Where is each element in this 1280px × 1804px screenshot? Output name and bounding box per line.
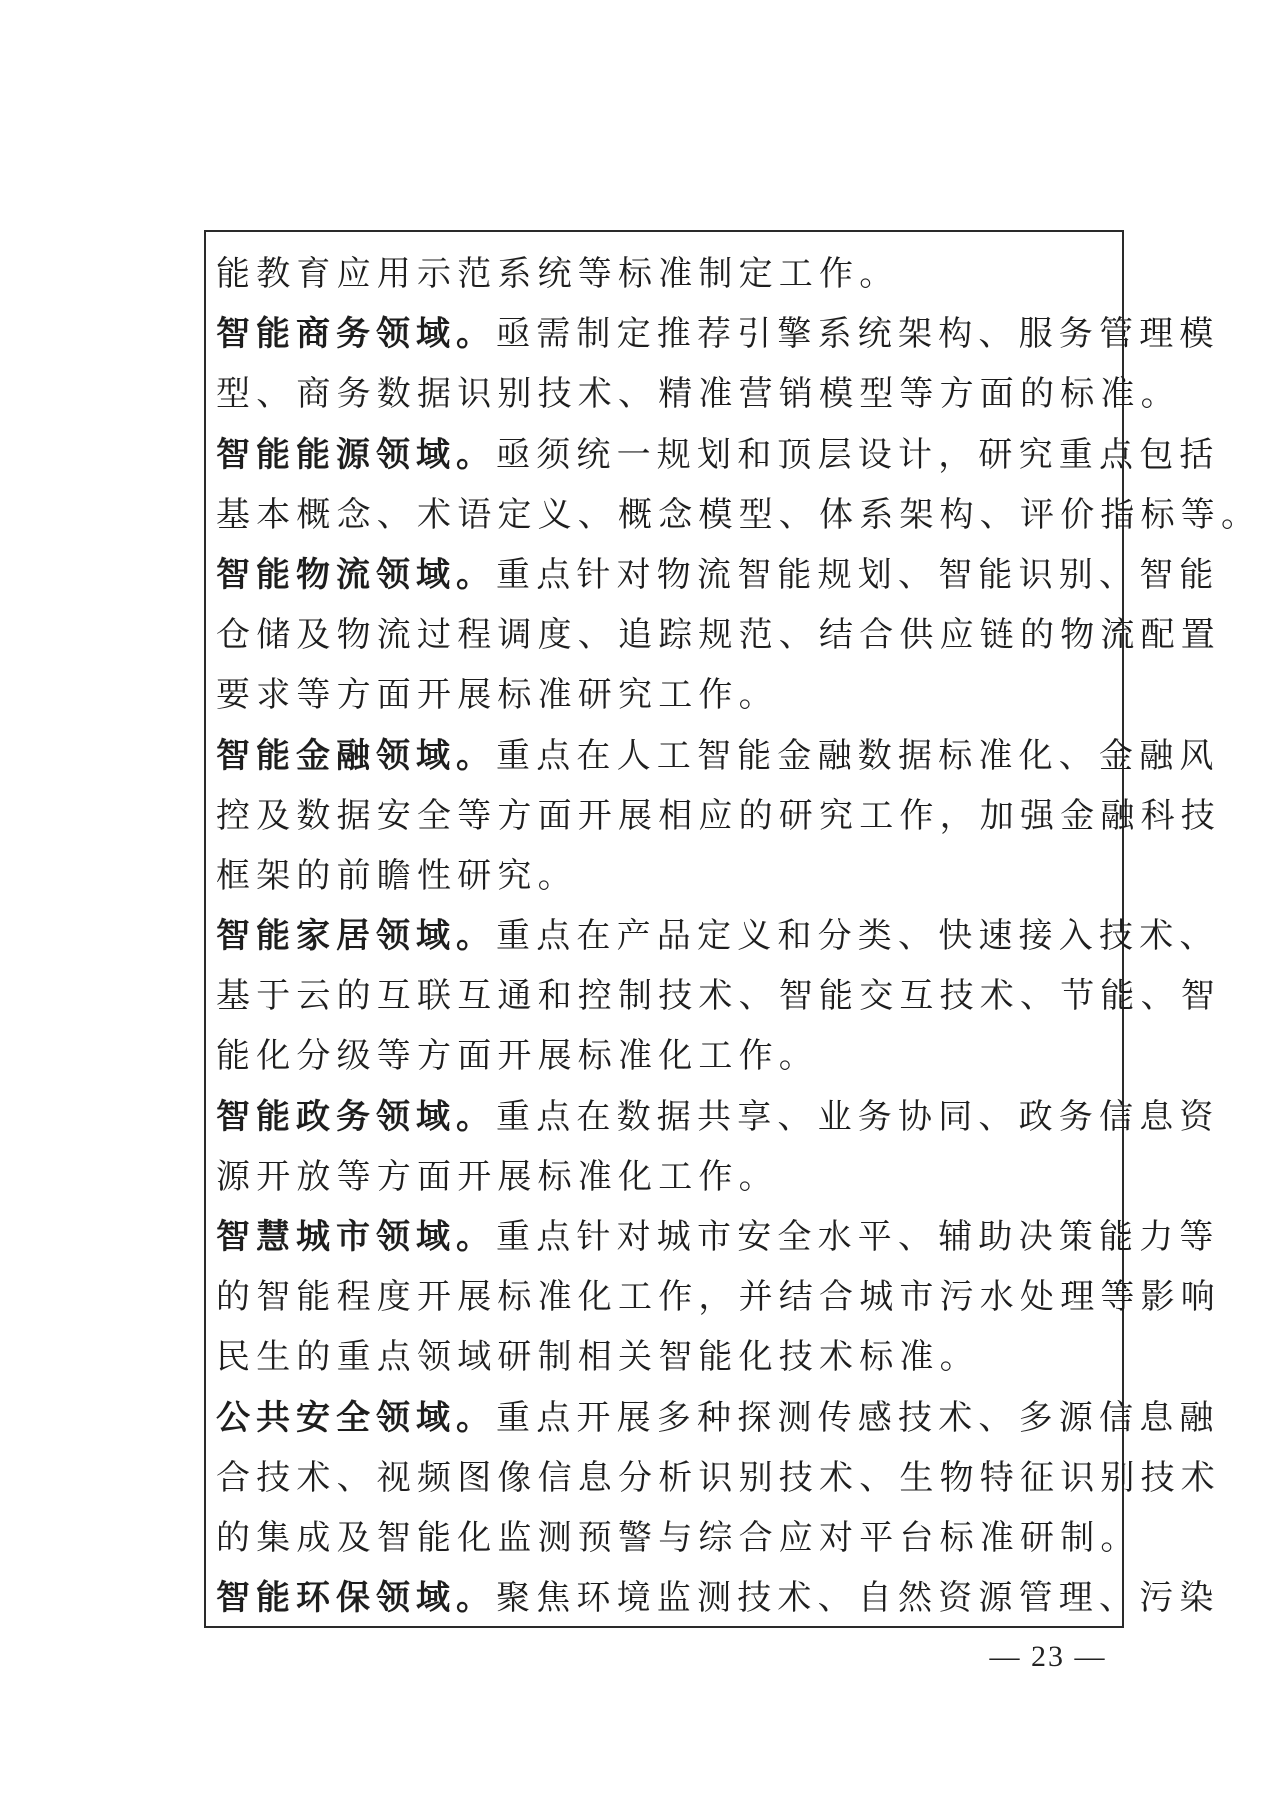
body-text: 基本概念、术语定义、概念模型、体系架构、评价指标等。 xyxy=(216,494,1262,535)
paragraph-line xyxy=(216,1267,1221,1327)
section-education-continued xyxy=(216,244,1108,304)
body-text: 能化分级等方面开展标准化工作。 xyxy=(216,1036,819,1077)
paragraph-line xyxy=(216,1087,1220,1147)
section-smart-home xyxy=(216,906,1221,1087)
body-text: 重点在人工智能金融数据标准化、金融风 xyxy=(496,735,1220,776)
paragraph-line xyxy=(216,1026,1108,1086)
body-text: 重点在产品定义和分类、快速接入技术、 xyxy=(496,916,1220,957)
paragraph-line xyxy=(216,906,1220,966)
section-heading: 智能商务领域。 xyxy=(216,314,496,355)
section-heading: 智慧城市领域。 xyxy=(216,1217,496,1257)
body-text: 的集成及智能化监测预警与综合应对平台标准研制。 xyxy=(216,1517,1141,1558)
body-text: 重点针对物流智能规划、智能识别、智能 xyxy=(496,554,1220,595)
paragraph-line xyxy=(216,1327,1108,1387)
body-text: 基于云的互联互通和控制技术、智能交互技术、节能、智 xyxy=(216,976,1221,1017)
paragraph-line xyxy=(216,1448,1221,1508)
section-heading: 智能环保领域。 xyxy=(216,1578,496,1619)
page-number: — 23 — xyxy=(989,1640,1107,1673)
section-heading: 智能能源领域。 xyxy=(216,434,496,475)
paragraph-line xyxy=(216,1207,1220,1267)
section-heading: 智能物流领域。 xyxy=(216,554,496,595)
body-text: 亟须统一规划和顶层设计，研究重点包括 xyxy=(496,434,1220,475)
section-heading: 智能家居领域。 xyxy=(216,916,496,957)
paragraph-line xyxy=(216,605,1221,665)
body-text: 能教育应用示范系统等标准制定工作。 xyxy=(216,254,900,294)
paragraph-line xyxy=(216,485,1262,545)
paragraph-line xyxy=(216,244,1108,304)
body-text: 重点开展多种探测传感技术、多源信息融 xyxy=(496,1397,1220,1438)
body-text: 型、商务数据识别技术、精准营销模型等方面的标准。 xyxy=(216,374,1181,415)
body-text: 聚焦环境监测技术、自然资源管理、污染 xyxy=(496,1578,1220,1619)
paragraph-line xyxy=(216,1568,1220,1628)
paragraph-line xyxy=(216,1388,1220,1448)
body-text: 源开放等方面开展标准化工作。 xyxy=(216,1156,779,1197)
paragraph-line xyxy=(216,726,1220,786)
body-text: 要求等方面开展标准研究工作。 xyxy=(216,675,779,716)
body-text: 的智能程度开展标准化工作，并结合城市污水处理等影响 xyxy=(216,1277,1221,1318)
paragraph-line xyxy=(216,364,1181,424)
section-heading: 公共安全领域。 xyxy=(216,1397,496,1438)
body-text: 重点在数据共享、业务协同、政务信息资 xyxy=(496,1096,1220,1137)
body-text: 合技术、视频图像信息分析识别技术、生物特征识别技术 xyxy=(216,1457,1221,1498)
section-smart-environment xyxy=(216,1568,1220,1628)
body-text: 亟需制定推荐引擎系统架构、服务管理模 xyxy=(496,314,1220,355)
body-text: 重点针对城市安全水平、辅助决策能力等 xyxy=(496,1217,1220,1257)
paragraph-line xyxy=(216,1147,1108,1207)
section-smart-commerce xyxy=(216,304,1220,424)
paragraph-line xyxy=(216,425,1220,485)
paragraph-line xyxy=(216,545,1220,605)
paragraph-line xyxy=(216,786,1221,846)
section-public-safety xyxy=(216,1388,1221,1569)
paragraph-line xyxy=(216,966,1221,1026)
body-text: 仓储及物流过程调度、追踪规范、结合供应链的物流配置 xyxy=(216,615,1221,656)
section-smart-government xyxy=(216,1087,1220,1207)
body-text: 框架的前瞻性研究。 xyxy=(216,855,578,896)
paragraph-line xyxy=(216,304,1220,364)
section-heading: 智能金融领域。 xyxy=(216,735,496,776)
paragraph-line xyxy=(216,665,1108,725)
paragraph-line xyxy=(216,846,1108,906)
body-text: 控及数据安全等方面开展相应的研究工作，加强金融科技 xyxy=(216,795,1221,836)
section-heading: 智能政务领域。 xyxy=(216,1096,496,1137)
paragraph-line xyxy=(216,1508,1141,1568)
section-smart-finance xyxy=(216,726,1221,907)
section-smart-logistics xyxy=(216,545,1221,726)
section-smart-energy xyxy=(216,425,1262,545)
section-smart-city xyxy=(216,1207,1221,1388)
body-text: 民生的重点领域研制相关智能化技术标准。 xyxy=(216,1337,980,1378)
content-frame xyxy=(204,230,1262,1628)
